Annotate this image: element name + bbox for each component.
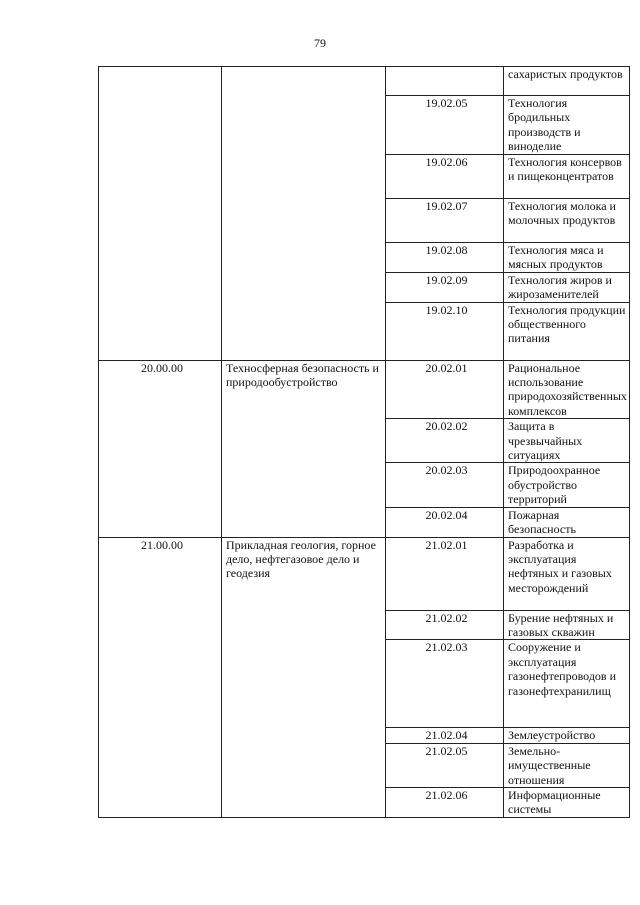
group-name-cell: Прикладная геология, горное дело, нефтегазовое дело и геодезия [222, 537, 386, 817]
specialty-code-cell: 20.02.03 [386, 463, 504, 507]
group-name-cell [222, 67, 386, 361]
specialty-code-cell: 21.02.06 [386, 787, 504, 817]
specialty-name-cell: Пожарная безопасность [504, 507, 630, 537]
specialty-code-cell [386, 67, 504, 96]
page-number: 79 [314, 36, 326, 50]
group-name-cell: Техносферная безопасность и природообустройство [222, 360, 386, 537]
specialty-code-cell: 20.02.01 [386, 360, 504, 419]
specialty-name-cell: Бурение нефтяных и газовых скважин [504, 610, 630, 640]
specialty-name-cell: Защита в чрезвычайных ситуациях [504, 419, 630, 463]
specialty-code-cell: 20.02.02 [386, 419, 504, 463]
specialty-name-cell: Технология продукции общественного питания [504, 302, 630, 360]
specialty-code-cell: 19.02.06 [386, 155, 504, 199]
group-code-cell [99, 67, 222, 361]
specialty-name-cell: Землеустройство [504, 728, 630, 743]
specialty-code-cell: 19.02.08 [386, 243, 504, 273]
specialty-name-cell: Технология бродильных производств и виноделие [504, 96, 630, 155]
group-code-cell: 20.00.00 [99, 360, 222, 537]
specialty-code-cell: 19.02.09 [386, 272, 504, 302]
specialty-code-cell: 21.02.03 [386, 640, 504, 728]
specialty-name-cell: Природоохранное обустройство территорий [504, 463, 630, 507]
specialty-name-cell: Сооружение и эксплуатация газонефтепроводов и газонефтехранилищ [504, 640, 630, 728]
specialty-name-cell: Технология консервов и пищеконцентратов [504, 155, 630, 199]
specialty-name-cell: Технология молока и молочных продуктов [504, 199, 630, 243]
specialty-name-cell: Земельно-имущественные отношения [504, 743, 630, 787]
table-row [99, 537, 630, 610]
specialty-name-cell: Технология жиров и жирозаменителей [504, 272, 630, 302]
specialties-table [98, 66, 630, 818]
specialty-code-cell: 19.02.05 [386, 96, 504, 155]
specialty-code-cell: 21.02.01 [386, 537, 504, 610]
specialty-code-cell: 19.02.07 [386, 199, 504, 243]
specialty-name-cell: Информационные системы [504, 787, 630, 817]
specialty-name-cell: Разработка и эксплуатация нефтяных и газовых месторождений [504, 537, 630, 610]
specialty-code-cell: 21.02.04 [386, 728, 504, 743]
specialty-code-cell: 19.02.10 [386, 302, 504, 360]
specialty-name-cell: Технология мяса и мясных продуктов [504, 243, 630, 273]
table-row [99, 360, 630, 419]
table-row [99, 67, 630, 96]
specialty-name-cell: Рациональное использование природохозяйственных комплексов [504, 360, 630, 419]
specialty-code-cell: 20.02.04 [386, 507, 504, 537]
specialty-name-cell: сахаристых продуктов [504, 67, 630, 96]
group-code-cell: 21.00.00 [99, 537, 222, 817]
specialty-code-cell: 21.02.02 [386, 610, 504, 640]
specialty-code-cell: 21.02.05 [386, 743, 504, 787]
